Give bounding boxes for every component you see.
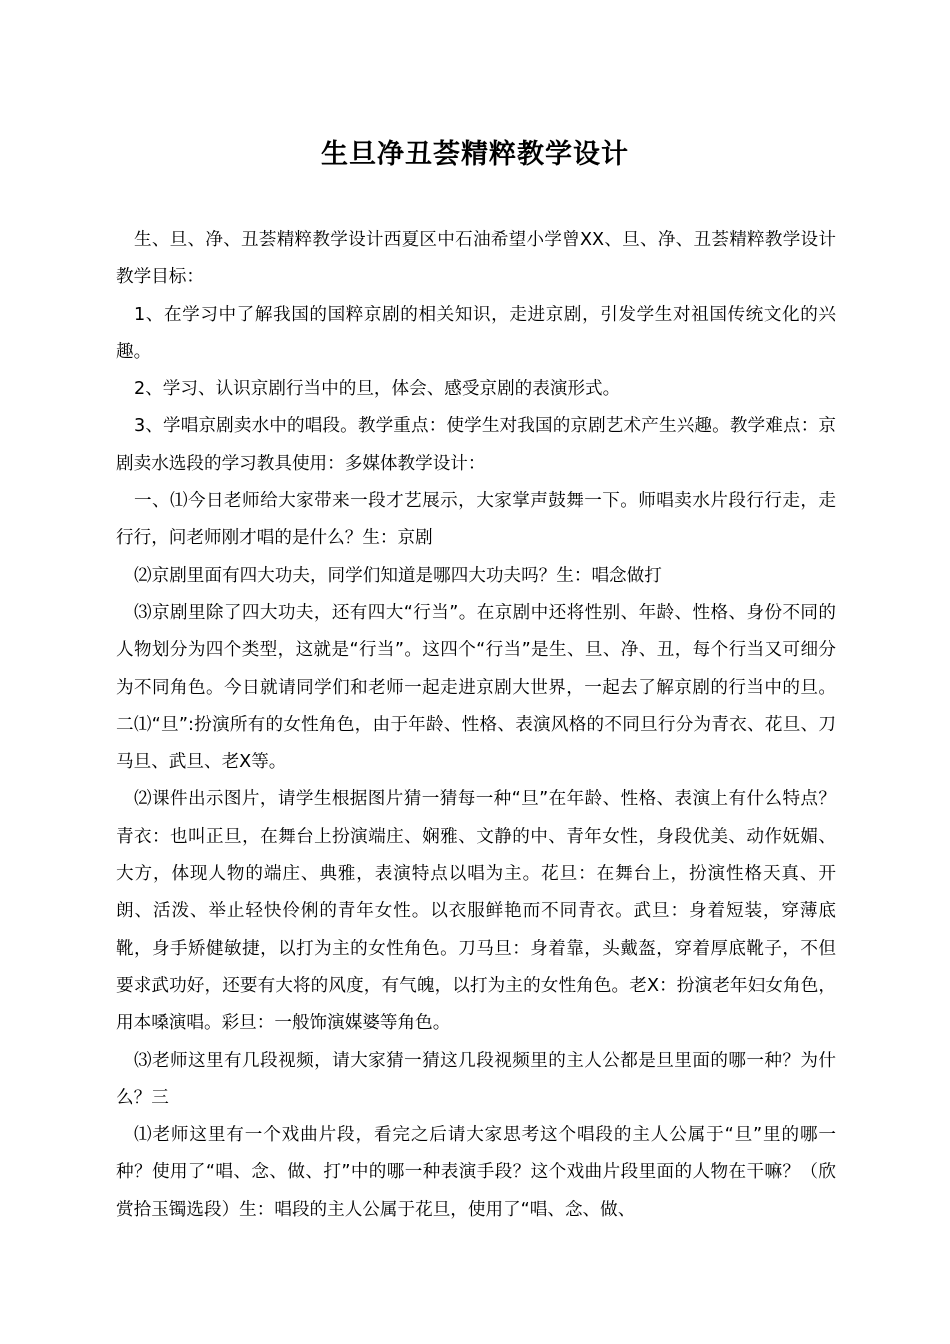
paragraph: 1、在学习中了解我国的国粹京剧的相关知识，走进京剧，引发学生对祖国传统文化的兴趣。 bbox=[116, 304, 836, 362]
paragraph: ⑵京剧里面有四大功夫，同学们知道是哪四大功夫吗？生：唱念做打 bbox=[134, 565, 662, 586]
paragraph: ⑵课件出示图片，请学生根据图片猜一猜每一种“旦”在年龄、性格、表演上有什么特点？青衣：也叫正旦，在舞台上扮演端庄、娴雅、文静的中、青年女性，身段优美、动作妩媚、大方，体现人物的端庄、典雅，表演特点以唱为主。花旦：在舞台上，扮演性格天真、开朗、活泼、举止轻快伶俐的青年女性。以衣服鲜艳而不同青衣。武旦：身着短装，穿薄底靴，身手矫健敏捷，以打为主的女性角色。刀马旦：身着靠，头戴盔，穿着厚底靴子，不但要求武功好，还要有大将的风度，有气魄，以打为主的女性角色。老X：扮演老年妇女角色，用本嗓演唱。彩旦：一般饰演媒婆等角色。 bbox=[116, 789, 836, 1034]
paragraph: ⑴老师这里有一个戏曲片段，看完之后请大家思考这个唱段的主人公属于“旦”里的哪一种？使用了“唱、念、做、打”中的哪一种表演手段？这个戏曲片段里面的人物在干嘛？（欣赏拾玉镯选段）生：唱段的主人公属于花旦，使用了“唱、念、做、 bbox=[116, 1125, 836, 1220]
paragraph: 3、学唱京剧卖水中的唱段。教学重点：使学生对我国的京剧艺术产生兴趣。教学难点：京剧卖水选段的学习教具使用：多媒体教学设计： bbox=[116, 416, 836, 474]
document-body bbox=[116, 222, 836, 1229]
paragraph: 生、旦、净、丑荟精粹教学设计西夏区中石油希望小学曾XX、旦、净、丑荟精粹教学设计教学目标： bbox=[116, 230, 836, 288]
document-title: 生旦净丑荟精粹教学设计 bbox=[321, 139, 629, 170]
paragraph: ⑶京剧里除了四大功夫，还有四大“行当”。在京剧中还将性别、年龄、性格、身份不同的人物划分为四个类型，这就是“行当”。这四个“行当”是生、旦、净、丑，每个行当又可细分为不同角色。今日就请同学们和老师一起走进京剧大世界，一起去了解京剧的行当中的旦。二⑴“旦”:扮演所有的女性角色，由于年龄、性格、表演风格的不同旦行分为青衣、花旦、刀马旦、武旦、老X等。 bbox=[116, 602, 836, 773]
paragraph: 2、学习、认识京剧行当中的旦，体会、感受京剧的表演形式。 bbox=[134, 379, 621, 400]
paragraph: ⑶老师这里有几段视频，请大家猜一猜这几段视频里的主人公都是旦里面的哪一种？为什么？三 bbox=[116, 1050, 836, 1108]
paragraph: 一、⑴今日老师给大家带来一段才艺展示，大家掌声鼓舞一下。师唱卖水片段行行走，走行行，问老师刚才唱的是什么？生：京剧 bbox=[116, 491, 836, 549]
